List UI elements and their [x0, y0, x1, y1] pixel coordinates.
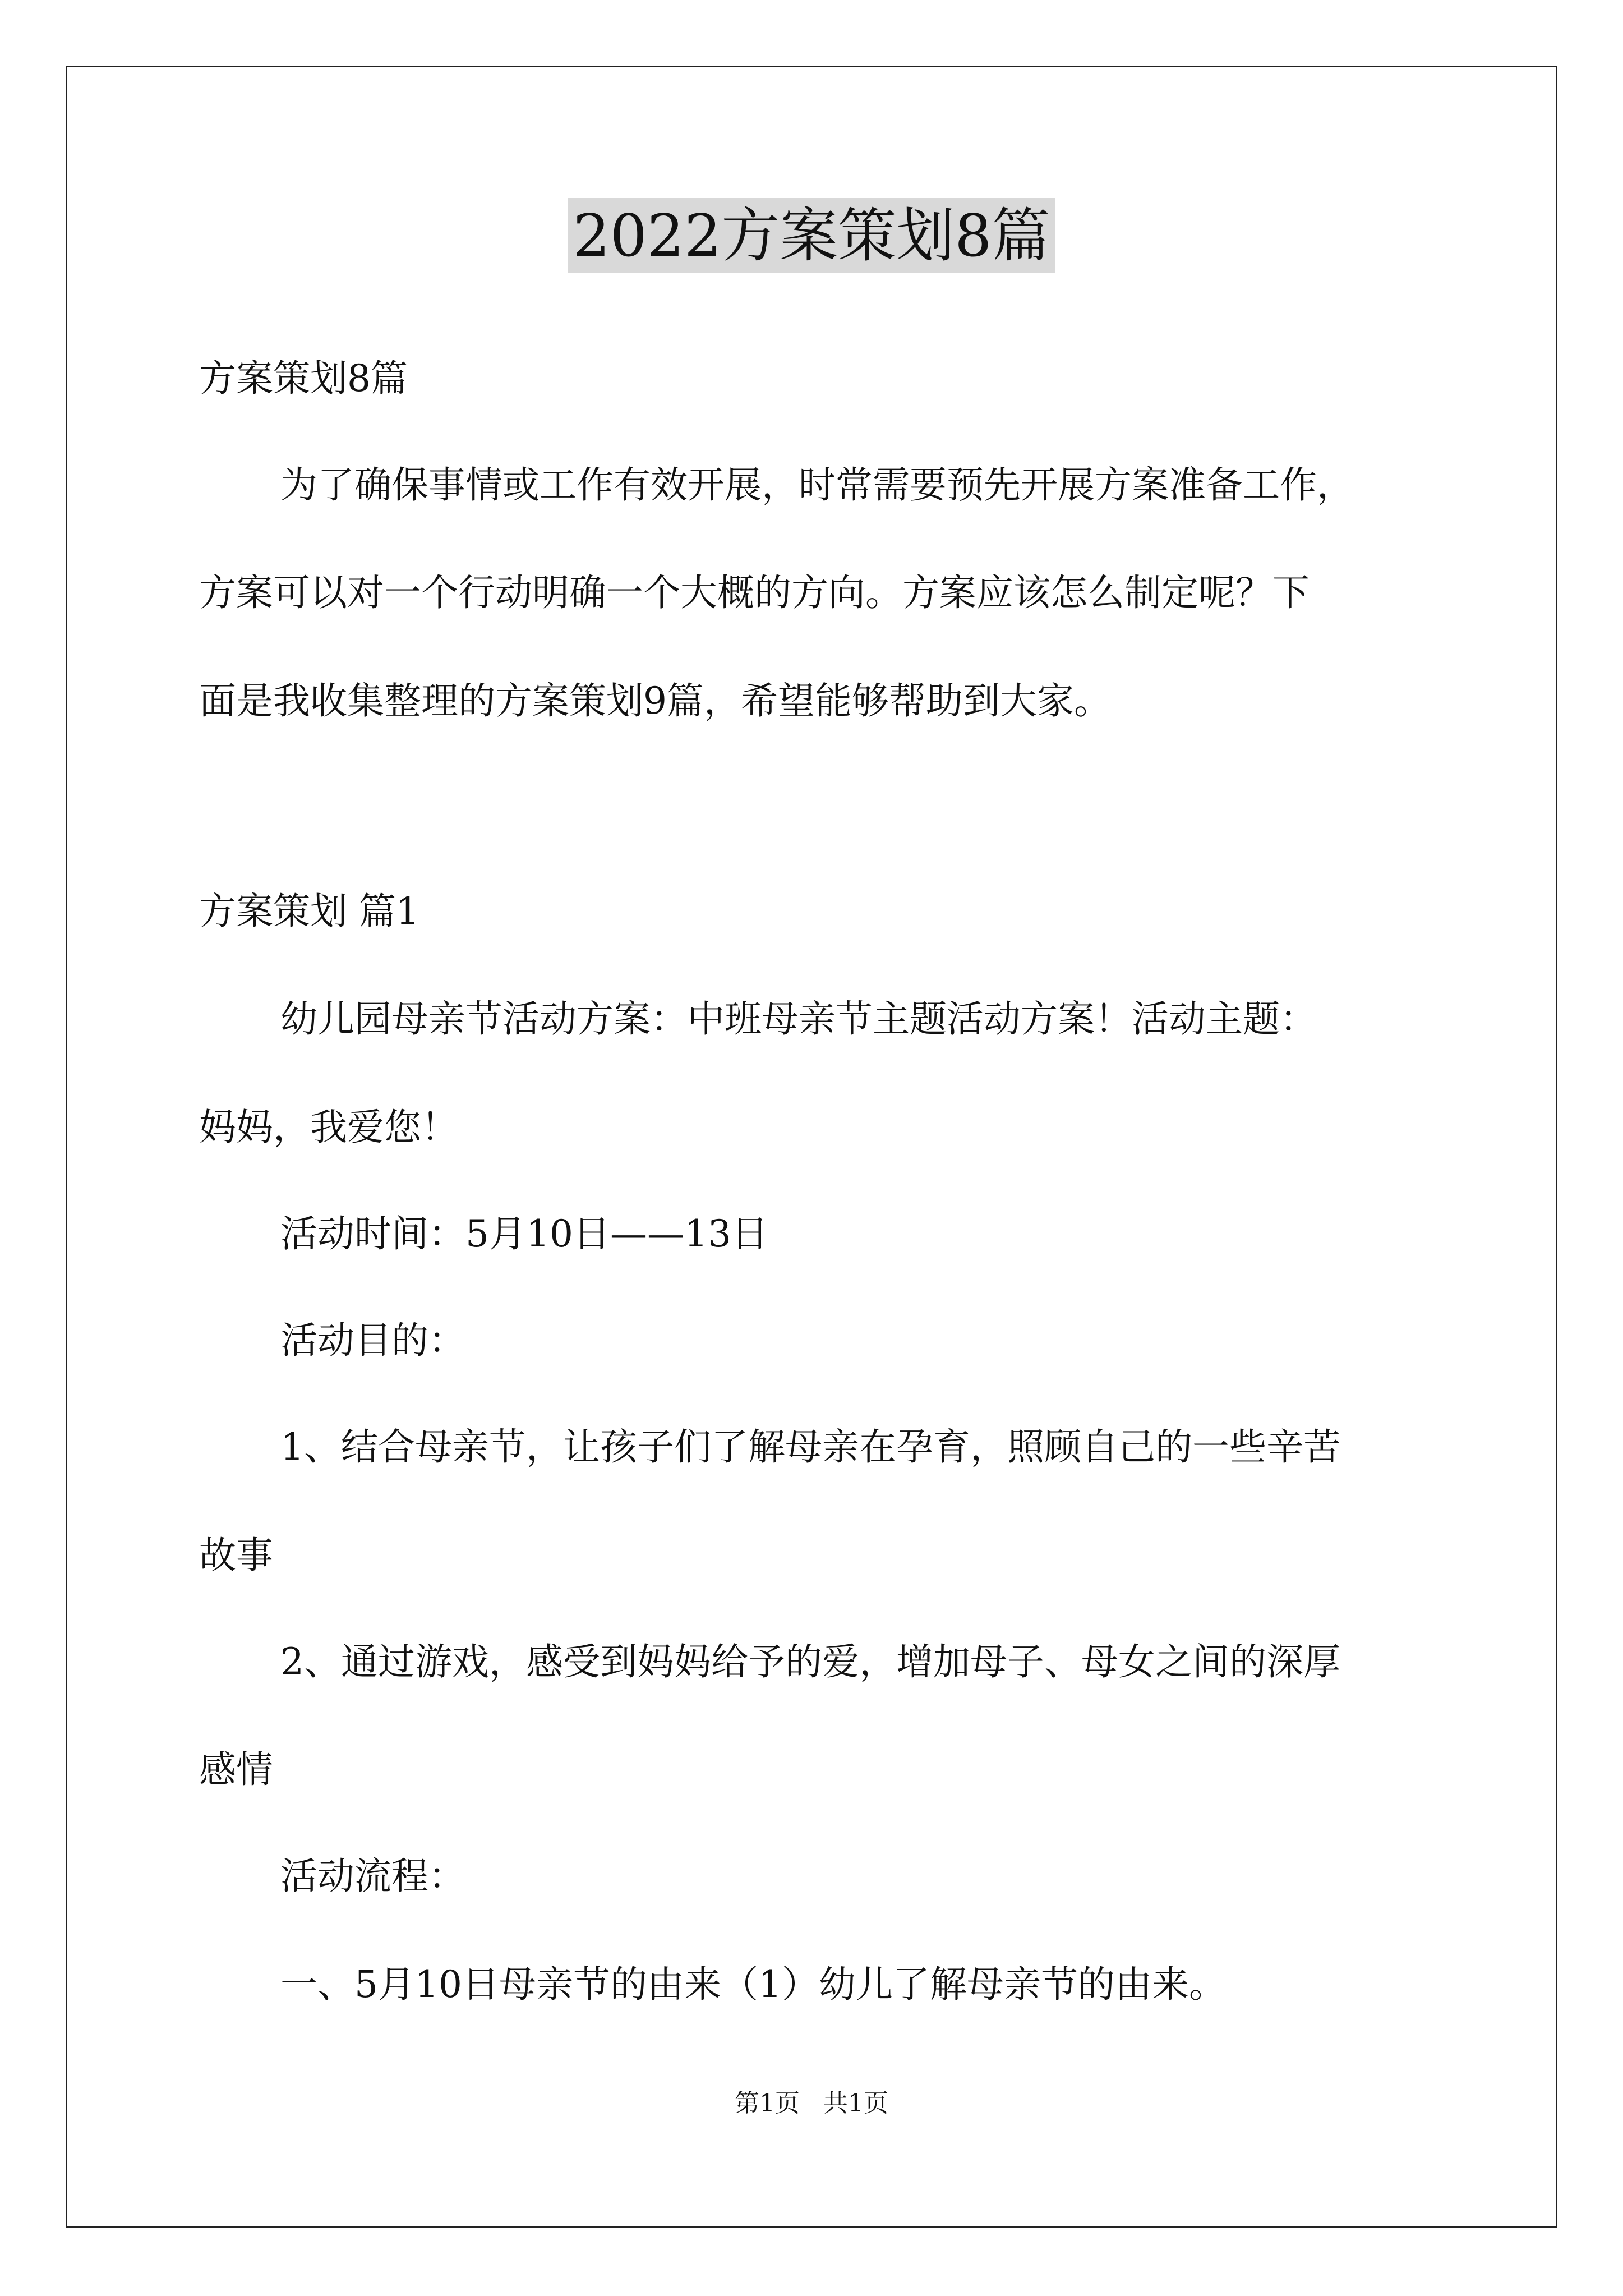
subtitle: 方案策划8篇 [199, 357, 408, 400]
body-line-8: 感情 [199, 1748, 273, 1791]
body-line-2: 妈妈，我爱您！ [199, 1106, 458, 1149]
document-title-text: 2022方案策划8篇 [568, 198, 1056, 273]
body-line-7: 2、通过游戏，感受到妈妈给予的爱，增加母子、母女之间的深厚 [280, 1640, 1340, 1683]
page-footer: 第1页 共1页 [735, 2089, 888, 2118]
intro-line-2: 方案可以对一个行动明确一个大概的方向。方案应该怎么制定呢？下 [199, 571, 1310, 614]
body-line-3: 活动时间：5月10日——13日 [280, 1212, 768, 1255]
document-title [0, 194, 1623, 278]
body-line-5: 1、结合母亲节，让孩子们了解母亲在孕育，照顾自己的一些辛苦 [280, 1425, 1340, 1469]
body-line-10: 一、5月10日母亲节的由来（1）幼儿了解母亲节的由来。 [280, 1963, 1226, 2006]
section-heading: 方案策划 篇1 [199, 890, 419, 933]
intro-line-3: 面是我收集整理的方案策划9篇，希望能够帮助到大家。 [199, 679, 1111, 723]
body-line-1: 幼儿园母亲节活动方案：中班母亲节主题活动方案！活动主题： [280, 997, 1317, 1041]
intro-line-1: 为了确保事情或工作有效开展，时常需要预先开展方案准备工作， [280, 463, 1354, 507]
body-line-4: 活动目的： [280, 1319, 465, 1362]
body-line-6: 故事 [199, 1534, 273, 1577]
body-line-9: 活动流程： [280, 1855, 465, 1898]
